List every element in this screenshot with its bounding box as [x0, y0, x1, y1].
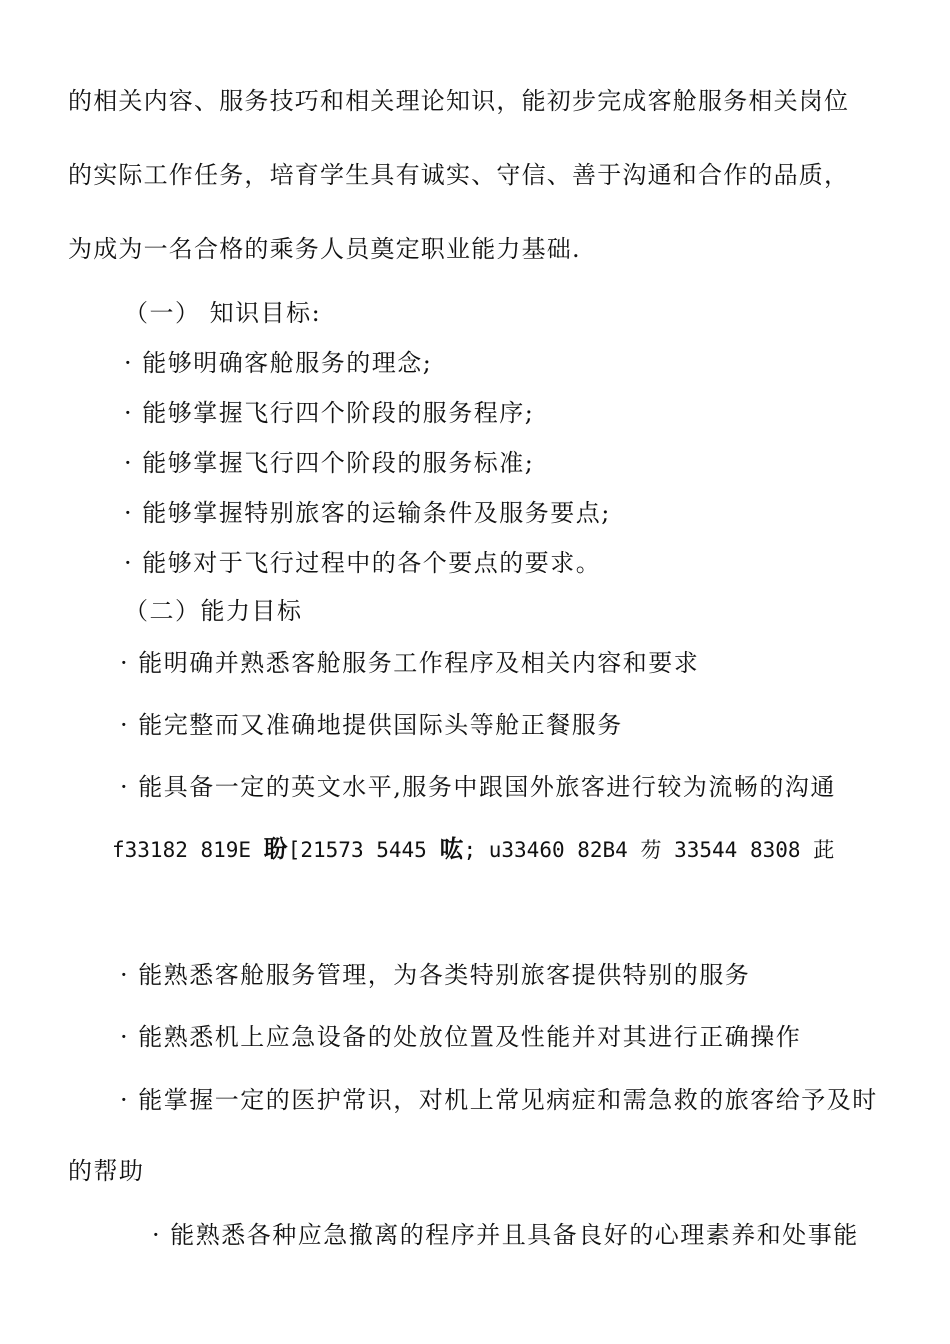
continuation-line: 的帮助: [68, 1157, 145, 1185]
garbled-seg-4: 吰: [439, 835, 464, 863]
ability-heading: （二）能力目标: [124, 597, 303, 625]
knowledge-item-5: · 能够对于飞行过程中的各个要点的要求。: [124, 549, 602, 577]
garbled-seg-1: f33182 819E: [112, 838, 252, 862]
ability-item-4: · 能熟悉客舱服务管理，为各类特别旅客提供特别的服务: [120, 961, 751, 989]
knowledge-heading: （一） 知识目标:: [124, 299, 322, 327]
knowledge-item-2: · 能够掌握飞行四个阶段的服务程序;: [124, 399, 535, 427]
garbled-seg-2: 聁: [263, 835, 288, 863]
ability-item-7: · 能熟悉各种应急撤离的程序并且具备良好的心理素养和处事能: [152, 1221, 859, 1249]
knowledge-item-3: · 能够掌握飞行四个阶段的服务标准;: [124, 449, 535, 477]
ability-item-2: · 能完整而又准确地提供国际头等舱正餐服务: [120, 711, 623, 739]
garbled-seg-5: ; u33460 82B4 芴 33544 8308 茈: [463, 838, 835, 862]
knowledge-item-4: · 能够掌握特别旅客的运输条件及服务要点;: [124, 499, 611, 527]
ability-item-1: · 能明确并熟悉客舱服务工作程序及相关内容和要求: [120, 649, 700, 677]
ability-item-3: · 能具备一定的英文水平,服务中跟国外旅客进行较为流畅的沟通: [120, 773, 836, 801]
garbled-seg-3: [21573 5445: [287, 838, 427, 862]
knowledge-item-1: · 能够明确客舱服务的理念;: [124, 349, 433, 377]
ability-item-5: · 能熟悉机上应急设备的处放位置及性能并对其进行正确操作: [120, 1023, 802, 1051]
intro-line-1: 的相关内容、服务技巧和相关理论知识，能初步完成客舱服务相关岗位: [68, 87, 850, 115]
intro-line-3: 为成为一名合格的乘务人员奠定职业能力基础.: [68, 235, 581, 263]
garbled-line: [112, 834, 834, 865]
ability-item-6: · 能掌握一定的医护常识，对机上常见病症和需急救的旅客给予及时: [120, 1086, 878, 1114]
intro-line-2: 的实际工作任务，培育学生具有诚实、守信、善于沟通和合作的品质，: [68, 161, 850, 189]
